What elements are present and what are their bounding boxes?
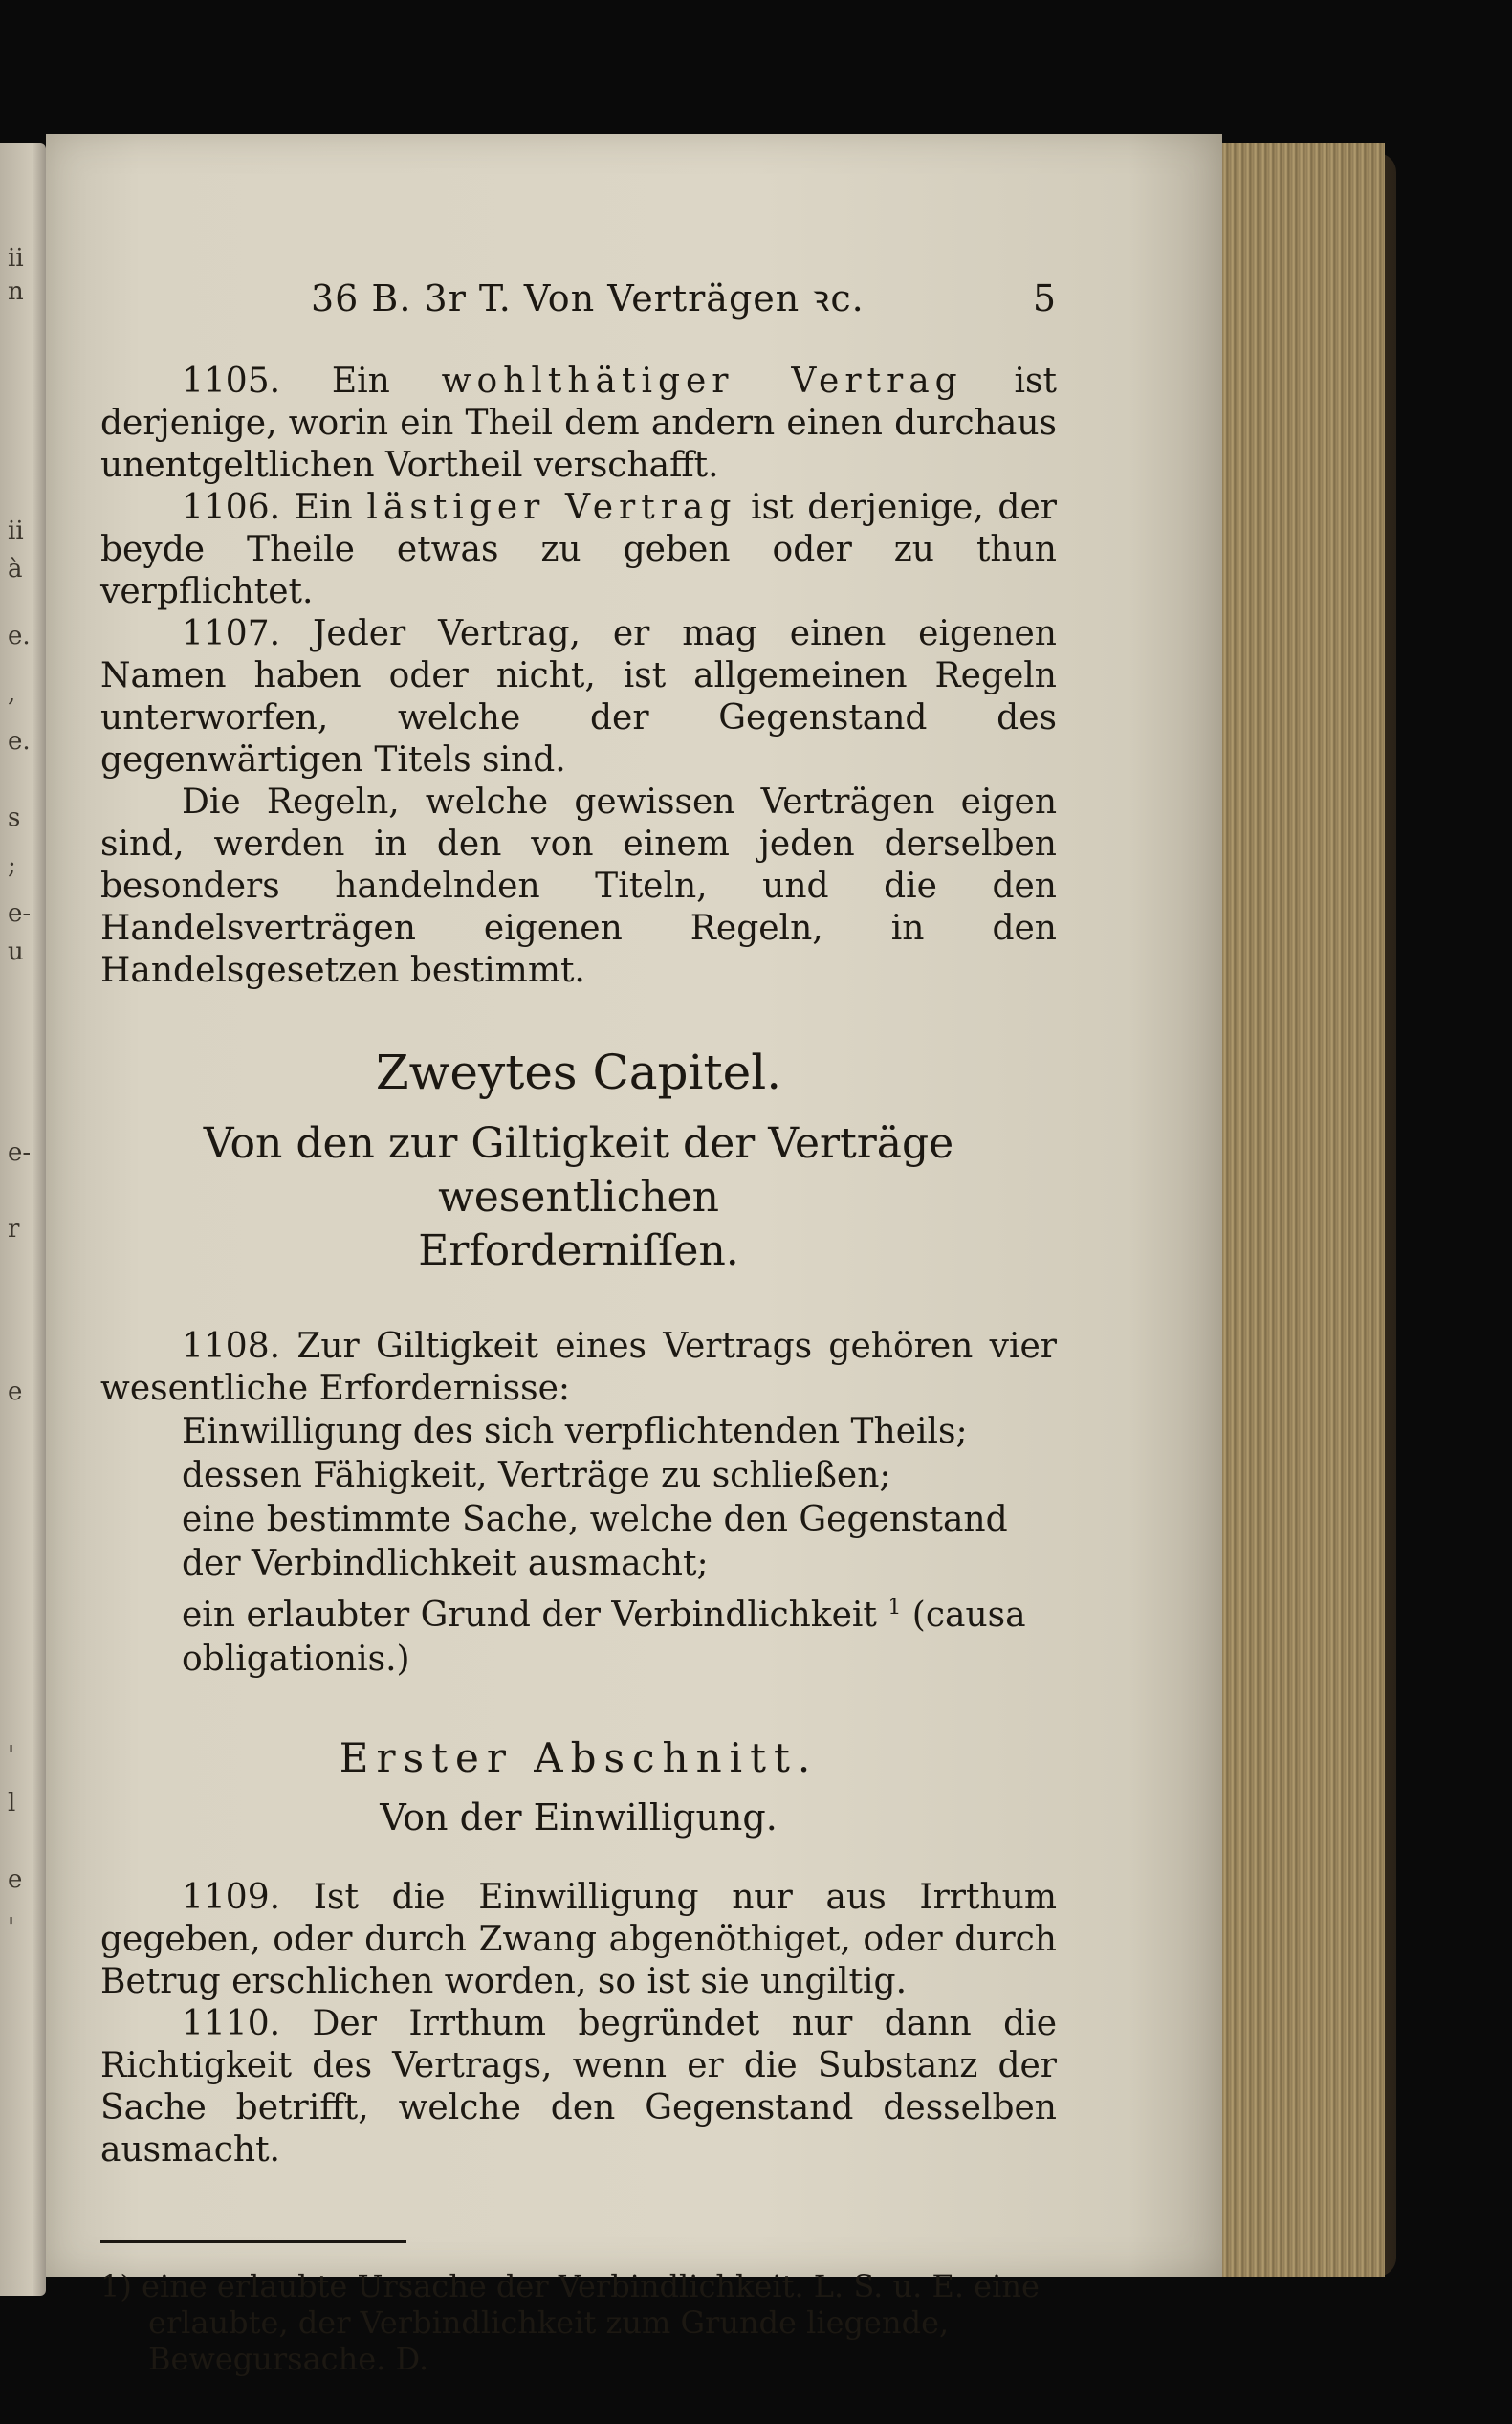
footnote-reference[interactable]: 1 xyxy=(887,1596,902,1620)
margin-glyph: ii xyxy=(8,244,24,273)
requirement-item-last xyxy=(182,1586,1057,1682)
margin-glyph: , xyxy=(8,679,16,708)
paragraph-text: ist derjenige, worin ein Theil dem andern einen durchaus unentgeltlichen Vortheil verschafft. xyxy=(100,362,1057,485)
margin-glyph: ' xyxy=(8,1741,15,1770)
page-block-edges xyxy=(1222,143,1385,2277)
margin-glyph: e xyxy=(8,1865,23,1894)
page-content xyxy=(100,273,1057,2377)
chapter-subtitle-line-2: Erforderniſſen. xyxy=(418,1226,739,1275)
margin-glyph: à xyxy=(8,555,23,584)
paragraph-number: 1109. xyxy=(182,1878,281,1917)
footnote xyxy=(100,2268,1057,2377)
facing-page-text-fragments xyxy=(4,143,42,2296)
paragraph-number: 1108. xyxy=(182,1327,281,1366)
page-number: 5 xyxy=(1032,277,1057,320)
margin-glyph: ii xyxy=(8,517,24,545)
chapter-title: Zweytes Capitel. xyxy=(375,1045,782,1100)
margin-glyph: e. xyxy=(8,727,31,756)
paragraph-number: 1107. xyxy=(182,614,281,653)
paragraph-text: Die Regeln, welche gewissen Verträgen eigen sind, werden in den von einem jeden derselben besonders handelnden Titeln, und die den Handelsverträgen eigenen Regeln, in den Handelsgesetzen bestimmt. xyxy=(100,782,1057,990)
footnote-text: eine erlaubte Ursache der Verbindlichkeit. L. S. u. E. eine erlaubte, der Verbindlichkeit zum Grunde liegende, Bewegursache. D. xyxy=(142,2268,1040,2377)
facing-page-edge xyxy=(0,143,46,2296)
paragraph-text: ist derjenige, der beyde Theile etwas zu geben oder zu thun verpflichtet. xyxy=(100,488,1057,611)
paragraph-1110 xyxy=(100,2003,1057,2171)
paragraph-text: Der Irrthum begründet nur dann die Richtigkeit des Vertrags, wenn er die Substanz der Sache betrifft, welche den Gegenstand desselben ausmacht. xyxy=(100,2004,1057,2170)
footnote-divider xyxy=(100,2240,406,2243)
paragraph-pre: Ein xyxy=(294,488,353,527)
running-header xyxy=(100,273,1057,322)
requirement-item: dessen Fähigkeit, Verträge zu schließen; xyxy=(182,1456,891,1495)
section-title: Erster Abschnitt. xyxy=(339,1734,819,1781)
paragraph-pre: Ein xyxy=(331,362,390,401)
latin-term: (causa obligationis.) xyxy=(182,1596,1026,1679)
margin-glyph: r xyxy=(8,1215,20,1244)
margin-glyph: ' xyxy=(8,1913,15,1942)
margin-glyph: e xyxy=(8,1377,23,1406)
running-title: 36 B. 3r T. Von Verträgen ꝛc. xyxy=(311,277,865,320)
margin-glyph: e- xyxy=(8,1138,32,1167)
margin-glyph: n xyxy=(8,277,24,306)
paragraph-1105 xyxy=(100,361,1057,487)
paragraph-text: Ist die Einwilligung nur aus Irrthum gegeben, oder durch Zwang abgenöthiget, oder durch Betrug erschlichen worden, so ist sie ungiltig. xyxy=(100,1878,1057,2001)
chapter-subtitle xyxy=(100,1117,1057,1278)
chapter-subtitle-line-1: Von den zur Giltigkeit der Verträge wesentlichen xyxy=(203,1119,954,1222)
paragraph-number: 1106. xyxy=(182,488,281,527)
margin-glyph: l xyxy=(8,1789,16,1818)
paragraph-1108 xyxy=(100,1326,1057,1410)
defined-term: wohlthätiger Vertrag xyxy=(441,362,963,401)
requirement-item: Einwilligung des sich verpflichtenden Theils; xyxy=(182,1412,968,1451)
requirement-text: ein erlaubter Grund der Verbindlichkeit xyxy=(182,1596,877,1635)
margin-glyph: s xyxy=(8,804,21,832)
paragraph-1109 xyxy=(100,1877,1057,2003)
defined-term: lästiger Vertrag xyxy=(366,488,737,527)
requirement-item: eine bestimmte Sache, welche den Gegenstand der Verbindlichkeit ausmacht; xyxy=(182,1500,1008,1583)
paragraph-text: Zur Giltigkeit eines Vertrags gehören vier wesentliche Erfordernisse: xyxy=(100,1327,1057,1408)
margin-glyph: u xyxy=(8,937,24,966)
paragraph-1107 xyxy=(100,613,1057,782)
margin-glyph: e. xyxy=(8,622,31,650)
section-subtitle: Von der Einwilligung. xyxy=(380,1796,778,1839)
footnote-marker: 1) xyxy=(100,2268,132,2304)
paragraph-text: Jeder Vertrag, er mag einen eigenen Namen haben oder nicht, ist allgemeinen Regeln unterworfen, welche der Gegenstand des gegenwärtigen Titels sind. xyxy=(100,614,1057,780)
margin-glyph: ; xyxy=(8,851,16,880)
paragraph-rules xyxy=(100,782,1057,992)
paragraph-1106 xyxy=(100,487,1057,613)
margin-glyph: e- xyxy=(8,899,32,928)
paragraph-number: 1110. xyxy=(182,2004,281,2043)
paragraph-number: 1105. xyxy=(182,362,281,401)
